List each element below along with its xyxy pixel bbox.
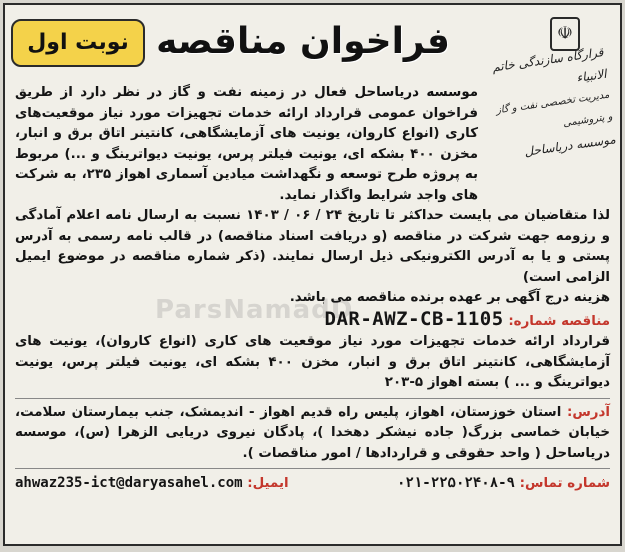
- page-title: فراخوان مناقصه: [156, 21, 450, 62]
- email-group: [15, 473, 289, 495]
- tender-number-line: [15, 309, 610, 333]
- intro-text: فعال در زمینه نفت و گاز در نظر دارد از طریق فراخوان عمومی قرارداد ارائه خدمات تجهیزات مورد نیاز موقعیت‌های کاری (انواع کاروان، یونیت های آزمایشگاهی، کانتینر اتاق برق و انبار، مخزن ۴۰۰ بشکه ای، یونیت فیلتر پرس، یونیت دیواترینگ و ...) مربوط به پروژه طرح توسعه و نگهداشت میادین آسماری اهواز ۲۳۵، به شرکت های واجد شرایط واگذار نماید.: [15, 85, 478, 203]
- contact-line: [15, 473, 610, 495]
- divider: [15, 468, 610, 469]
- contact-label: شماره تماس:: [519, 476, 610, 491]
- email-label: ایمیل:: [247, 476, 289, 491]
- ad-cost-note: هزینه درج آگهی بر عهده برنده مناقصه می باشد.: [289, 290, 610, 305]
- notice-body: [15, 83, 610, 495]
- contract-description: قرارداد ارائه خدمات تجهیزات مورد نیاز موقعیت های کاری (انواع کاروان)، یونیت های آزمایشگاهی، کانتینر اتاق برق و انبار، مخزن ۴۰۰ بشکه ای، یونیت فیلتر پرس، یونیت دیواترینگ و ... ) بسته اهواز ۵-۲۰۳: [15, 334, 610, 390]
- address-label: آدرس:: [566, 404, 610, 420]
- phone-group: [397, 473, 610, 495]
- intro-paragraph: [15, 83, 610, 206]
- title-banner: [143, 15, 463, 71]
- address-line: [15, 403, 610, 465]
- submission-paragraph: لذا متقاضیان می بایست حداکثر تا تاریخ ۲۴ / ۰۶ / ۱۴۰۳ نسبت به ارسال نامه اعلام آمادگی و رزومه جهت شرکت در مناقصه (و دریافت اسناد مناقصه) در قالب نامه رسمی به آدرس پستی و یا به آدرس الکترونیکی ذیل ارسال نمایند. (ذکر شماره مناقصه در موضوع ایمیل الزامی است): [15, 208, 610, 285]
- emblem-icon: ☫: [550, 17, 580, 51]
- tender-notice: [3, 3, 622, 546]
- watermark: ParsNamadD: [155, 295, 354, 325]
- address-text: استان خوزستان، اهواز، پلیس راه قدیم اهواز - اندیمشک، جنب بیمارستان سلامت، خیابان خماسی بزرگ( جاده نیشکر دهخدا )، پادگان نیروی دریایی الزهرا (س)، موسسه دریاساحل ( واحد حقوقی و قراردادها / امور مناقصات ).: [15, 404, 610, 461]
- divider: [15, 398, 610, 399]
- phone-number[interactable]: ۰۲۱-۲۲۵۰۲۴۰۸-۹: [396, 475, 515, 491]
- email-address[interactable]: ahwaz235-ict@daryasahel.com: [15, 475, 243, 491]
- org-script-line-2: مدیریت تخصصی نفت و گاز و پتروشیمی: [495, 89, 614, 130]
- org-script-line-1: قرارگاه سازندگی خاتم الانبیاء: [491, 45, 608, 85]
- round-badge: نوبت اول: [11, 19, 145, 67]
- tender-label: مناقصه شماره:: [508, 313, 610, 329]
- org-script-line-3: موسسه دریاساحل: [523, 132, 617, 159]
- org-name: موسسه دریاساحل: [354, 85, 479, 100]
- tender-number: DAR-AWZ-CB-1105: [324, 307, 504, 330]
